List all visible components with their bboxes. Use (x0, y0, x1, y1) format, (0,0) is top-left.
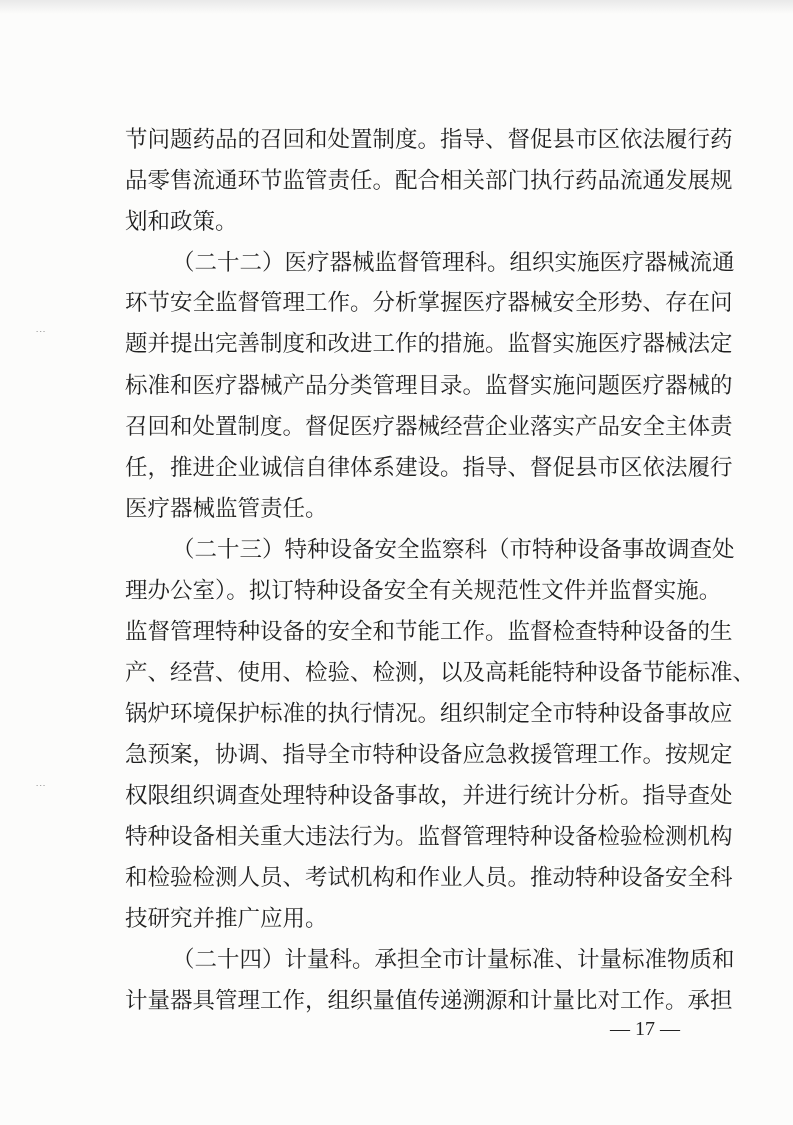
text-line-18: 特种设备相关重大违法行为。监督管理特种设备检验检测机构 (125, 824, 733, 850)
page-number: — 17 — (610, 1018, 680, 1040)
scan-mark: ⋮ (34, 326, 46, 337)
text-line-13: 监督管理特种设备的安全和节能工作。监督检查特种设备的生 (125, 619, 733, 645)
text-line-14: 产、经营、使用、检验、检测，以及高耗能特种设备节能标准、 (125, 660, 756, 686)
text-line-1: 节问题药品的召回和处置制度。指导、督促县市区依法履行药 (125, 127, 733, 153)
text-line-19: 和检验检测人员、考试机构和作业人员。推动特种设备安全科 (125, 865, 733, 891)
text-line-21: （二十四）计量科。承担全市计量标准、计量标准物质和 (172, 947, 735, 973)
scan-mark: ⋮ (34, 780, 46, 791)
text-line-6: 题并提出完善制度和改进工作的措施。监督实施医疗器械法定 (125, 331, 733, 357)
text-line-10: 医疗器械监管责任。 (125, 496, 328, 522)
text-line-17: 权限组织调查处理特种设备事故，并进行统计分析。指导查处 (125, 783, 733, 809)
text-line-15: 锅炉环境保护标准的执行情况。组织制定全市特种设备事故应 (125, 701, 733, 727)
text-line-12: 理办公室）。拟订特种设备安全有关规范性文件并监督实施。 (125, 578, 722, 604)
text-line-20: 技研究并推广应用。 (125, 906, 328, 932)
text-line-11: （二十三）特种设备安全监察科（市特种设备事故调查处 (172, 537, 735, 563)
text-line-16: 急预案，协调、指导全市特种设备应急救援管理工作。按规定 (125, 742, 733, 768)
text-line-5: 环节安全监督管理工作。分析掌握医疗器械安全形势、存在问 (125, 290, 733, 316)
text-line-9: 任，推进企业诚信自律体系建设。指导、督促县市区依法履行 (125, 455, 733, 481)
text-line-8: 召回和处置制度。督促医疗器械经营企业落实产品安全主体责 (125, 414, 733, 440)
scan-top-shadow (0, 0, 793, 14)
text-line-7: 标准和医疗器械产品分类管理目录。监督实施问题医疗器械的 (125, 373, 733, 399)
text-line-4: （二十二）医疗器械监督管理科。组织实施医疗器械流通 (172, 250, 735, 276)
text-line-3: 划和政策。 (125, 209, 238, 235)
text-line-2: 品零售流通环节监管责任。配合相关部门执行药品流通发展规 (125, 168, 733, 194)
text-line-22: 计量器具管理工作，组织量值传递溯源和计量比对工作。承担 (125, 988, 733, 1014)
